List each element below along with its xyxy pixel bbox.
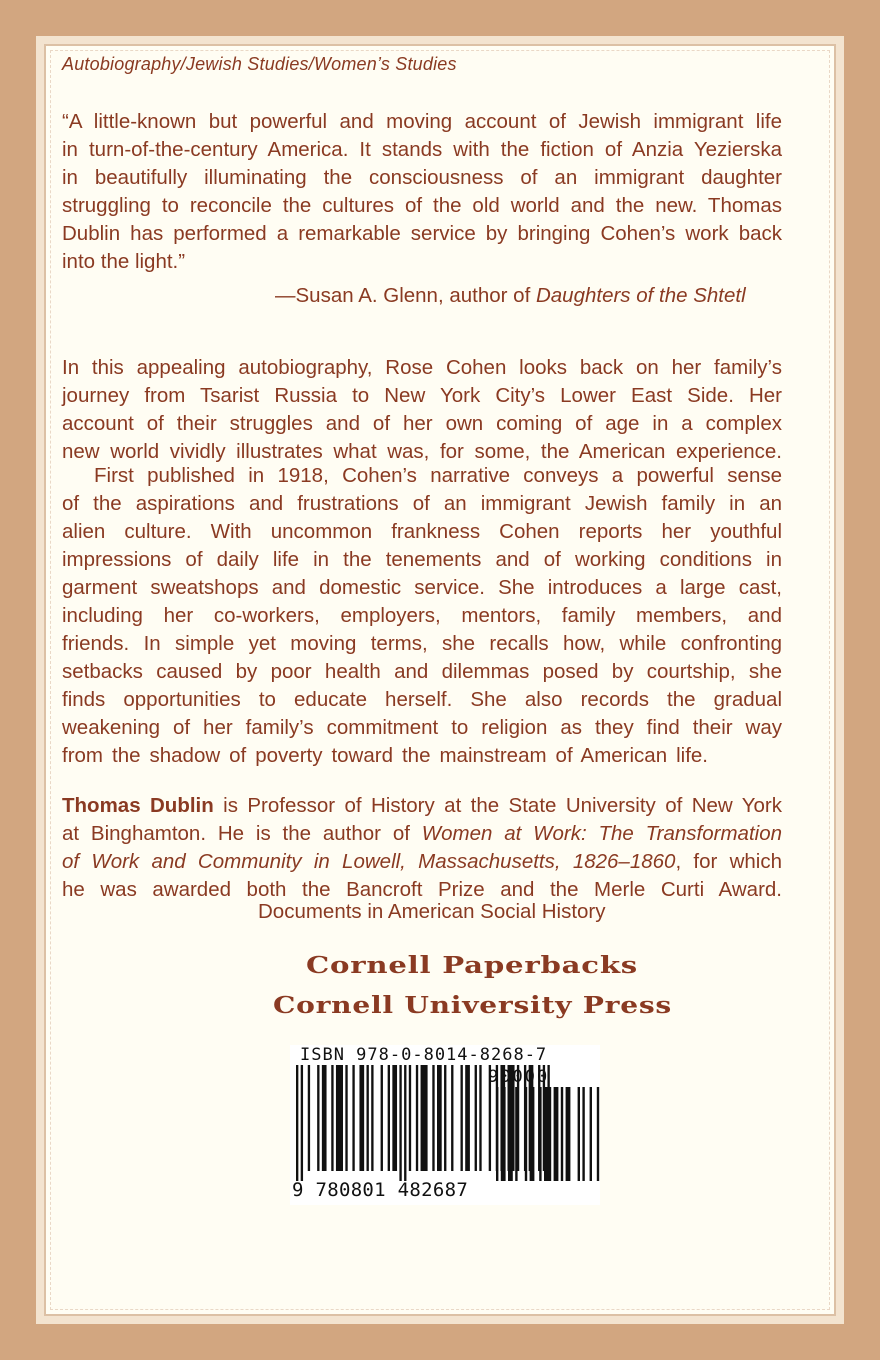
paragraph-line: account of their struggles and of her own coming of age in a complex [62,412,782,435]
barcode-bar [301,1065,303,1181]
barcode-bar [296,1065,298,1181]
addon-barcode-bar [496,1087,498,1181]
barcode-bar [359,1065,364,1171]
author-name: Thomas Dublin [62,794,214,817]
paragraph-line: including her co-workers, employers, mentors, family members, and [62,604,782,627]
barcode-bar [421,1065,428,1171]
barcode-bar [392,1065,397,1171]
barcode-bar [475,1065,477,1171]
barcode-bar [352,1065,354,1171]
bio-text: at Binghamton. He is the author of [62,822,422,845]
barcode-bar [479,1065,481,1171]
paragraph-line: impressions of daily life in the tenements and of working conditions in [62,548,782,571]
paragraph-line: setbacks caused by poor health and dilemmas posed by courtship, she [62,660,782,683]
addon-barcode-bar [561,1087,563,1181]
paragraph-line: garment sweatshops and domestic service. She introduces a large cast, [62,576,782,599]
quote-line: struggling to reconcile the cultures of the old world and the new. Thomas [62,194,782,217]
addon-barcode-bar [566,1087,571,1181]
attribution-book-title: Daughters of the Shtetl [535,284,746,307]
isbn-label: ISBN 978-0-8014-8268-7 [300,1045,548,1065]
endorsement-quote [62,108,782,276]
barcode-bar [451,1065,453,1171]
publisher-name: Cornell University Press [273,992,672,1019]
quote-line: Dublin has performed a remarkable service by bringing Cohen’s work back [62,222,782,245]
addon-barcode-bar [508,1087,513,1181]
imprint-paperbacks: Cornell Paperbacks [306,952,638,979]
addon-barcode-bar [501,1087,506,1181]
barcode-bar [432,1065,434,1171]
barcode-bar [409,1065,411,1171]
barcode-bar [381,1065,383,1171]
addon-barcode-bar [590,1087,592,1181]
addon-barcode-bar [578,1087,580,1181]
barcode-bar [437,1065,442,1171]
addon-barcode-bar [530,1087,535,1181]
paragraph-line: of the aspirations and frustrations of an immigrant Jewish family in an [62,492,782,515]
isbn-barcode [290,1045,600,1205]
bio-text: is Professor of History at the State University of New York [213,794,783,817]
addon-barcode-bar [597,1087,599,1181]
paragraph-line: from the shadow of poverty toward the mainstream of American life. [62,744,708,767]
barcode-bars [290,1065,600,1183]
barcode-bar [345,1065,347,1171]
bio-book-title: of Work and Community in Lowell, Massachusetts, 1826–1860 [62,850,676,873]
barcode-bar [416,1065,418,1171]
barcode-bar [331,1065,333,1171]
author-bio [62,792,782,904]
description-paragraph-2 [62,462,782,770]
barcode-bar [444,1065,446,1171]
addon-barcode-bar [539,1087,541,1181]
attribution-author: —Susan A. Glenn, author of [275,284,536,307]
paragraph-line: weakening of her family’s commitment to religion as they find their way [62,716,782,739]
barcode-bar [317,1065,319,1171]
paragraph-line: friends. In simple yet moving terms, she recalls how, while confronting [62,632,782,655]
bio-line [62,792,782,820]
paragraph-line: journey from Tsarist Russia to New York City’s Lower East Side. Her [62,384,782,407]
addon-barcode-bar [544,1087,551,1181]
subject-category: Autobiography/Jewish Studies/Women’s Studies [62,54,457,74]
barcode-bar [388,1065,390,1171]
barcode-bar [465,1065,470,1171]
quote-attribution [275,282,746,310]
description-paragraph-1 [62,354,782,466]
paragraph-line: new world vividly illustrates what was, for some, the American experience. [62,440,782,463]
barcode-bar [404,1065,406,1181]
paragraph-line: In this appealing autobiography, Rose Cohen looks back on her family’s [62,356,782,379]
series-name: Documents in American Social History [258,900,606,923]
barcode-bar [461,1065,463,1171]
quote-line: “A little-known but powerful and moving account of Jewish immigrant life [62,110,782,133]
paragraph-line: First published in 1918, Cohen’s narrative conveys a powerful sense [94,464,782,487]
barcode-bar [371,1065,373,1171]
bio-book-title: Women at Work: The Transformation [421,822,782,845]
barcode-bar [489,1065,491,1171]
quote-line: in beautifully illuminating the consciousness of an immigrant daughter [62,166,782,189]
addon-barcode-bar [515,1087,517,1181]
barcode-bar [336,1065,343,1171]
barcode-bar [367,1065,369,1171]
quote-line: into the light.” [62,250,186,273]
bio-line [62,848,782,876]
addon-barcode-bar [554,1087,559,1181]
barcode-bar [308,1065,310,1171]
paragraph-line: finds opportunities to educate herself. She also records the gradual [62,688,782,711]
quote-line: in turn-of-the-century America. It stands with the fiction of Anzia Yezierska [62,138,782,161]
bio-line [62,820,782,848]
barcode-bar [322,1065,327,1171]
bio-line: he was awarded both the Bancroft Prize and the Merle Curti Award. [62,878,782,901]
barcode-bar [399,1065,401,1181]
addon-barcode-bar [582,1087,584,1181]
paragraph-line: alien culture. With uncommon frankness Cohen reports her youthful [62,520,782,543]
addon-barcode-bar [525,1087,527,1181]
ean-digits: 9 780801 482687 [292,1179,469,1201]
bio-text: , for which [675,850,782,873]
